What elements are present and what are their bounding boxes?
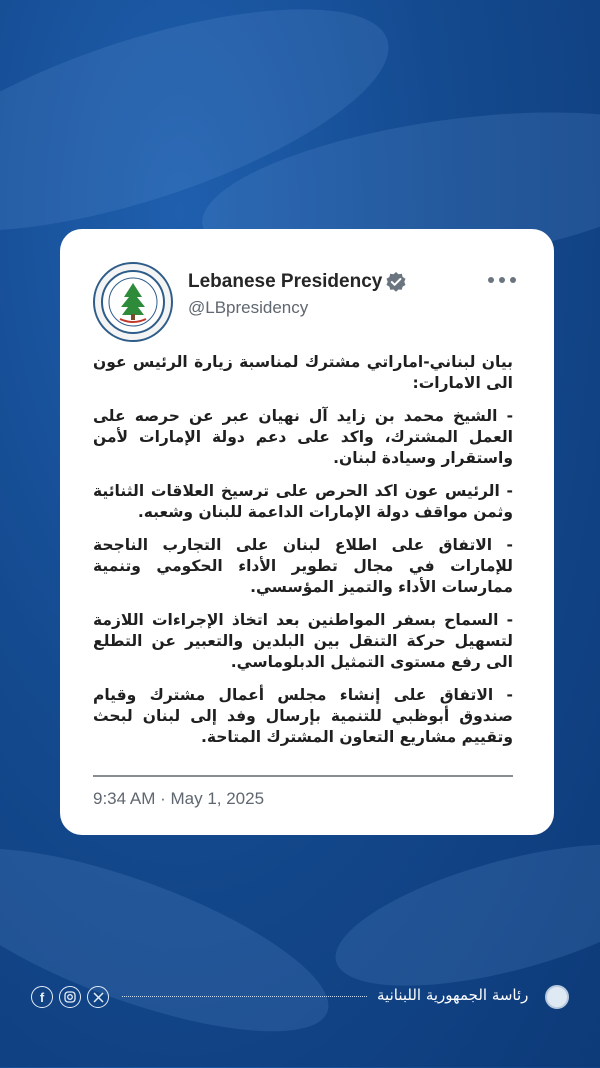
footer-bar xyxy=(0,980,600,1014)
author-handle[interactable]: @LBpresidency xyxy=(188,298,309,317)
tweet-card xyxy=(60,229,554,835)
presidency-seal-icon xyxy=(100,269,166,335)
tweet-paragraph: - الاتفاق على اطلاع لبنان على التجارب الناجحة للإمارات في مجال تطوير الأداء الحكومي وتنمية ممارسات الأداء والتميز المؤسسي. xyxy=(93,536,513,596)
tweet-timestamp[interactable]: 9:34 AM · May 1, 2025 xyxy=(93,789,265,808)
x-icon[interactable] xyxy=(87,986,109,1008)
author-name[interactable]: Lebanese Presidency xyxy=(188,271,383,292)
tweet-body xyxy=(93,352,513,760)
tweet-paragraph: - السماح بسفر المواطنين بعد اتخاذ الإجراءات اللازمة لتسهيل حركة التنقل بين البلدين والتعبير عن التطلع الى رفع مستوى التمثيل الدبلوماسي. xyxy=(93,611,513,671)
tweet-paragraph: بيان لبناني-اماراتي مشترك لمناسبة زيارة الرئيس عون الى الامارات: xyxy=(93,353,513,392)
divider xyxy=(93,775,513,777)
presidency-logo-icon xyxy=(545,985,569,1009)
instagram-icon[interactable] xyxy=(59,986,81,1008)
footer-title: رئاسة الجمهورية اللبنانية xyxy=(377,986,529,1004)
facebook-icon[interactable]: f xyxy=(31,986,53,1008)
background-swoosh xyxy=(0,812,348,1068)
verified-badge-icon xyxy=(385,271,407,293)
tweet-paragraph: - الرئيس عون اكد الحرص على ترسيخ العلاقات الثنائية وثمن مواقف دولة الإمارات الداعمة للبنان وشعبه. xyxy=(93,482,513,521)
footer-divider xyxy=(122,996,367,997)
avatar[interactable] xyxy=(93,262,173,342)
tweet-paragraph: - الاتفاق على إنشاء مجلس أعمال مشترك وقيام صندوق أبوظبي للتنمية بإرسال وفد إلى لبنان لبحث وتقييم مشاريع التعاون المشترك المتاحة. xyxy=(93,686,513,746)
more-options-icon[interactable] xyxy=(488,277,516,283)
tweet-paragraph: - الشيخ محمد بن زايد آل نهيان عبر عن حرصه على العمل المشترك، واكد على دعم دولة الإمارات لأمن واستقرار وسيادة لبنان. xyxy=(93,407,513,467)
